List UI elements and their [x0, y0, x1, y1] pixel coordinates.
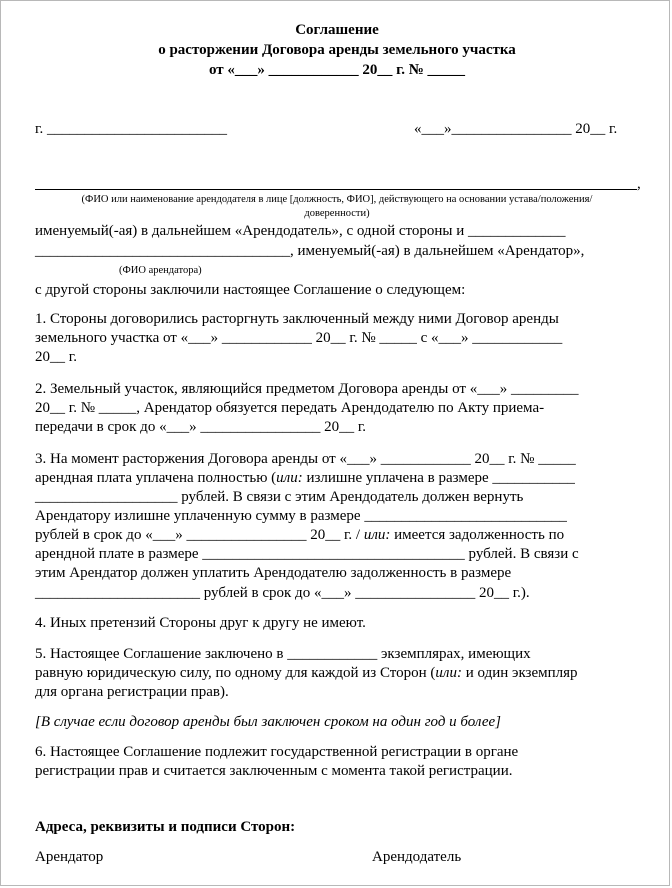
clause-6-line-2: регистрации прав и считается заключенным с момента такой регистрации.	[35, 763, 513, 779]
clause-2-line-3: передачи в срок до «___» ________________ 20__ г.	[35, 419, 367, 435]
city-field: г. ________________________	[35, 121, 227, 137]
title-line-1: Соглашение	[295, 22, 379, 38]
intro-line-1: именуемый(-ая) в дальнейшем «Арендодатель», с одной стороны и _____________	[35, 223, 566, 239]
date-field: «___»________________ 20__ г.	[414, 121, 618, 137]
title-line-3: от «___» ____________ 20__ г. № _____	[208, 62, 466, 78]
clause-3-line-2-end: излишне уплачена в размере ___________	[302, 470, 575, 486]
document-title	[1, 20, 672, 80]
clause-5-line-2-end: и один экземпляр	[461, 665, 578, 681]
clause-3-line-2-start: арендная плата уплачена полностью (	[35, 470, 277, 486]
clause-3-line-4: Арендатору излишне уплаченную сумму в размере ___________________________	[35, 508, 567, 524]
clause-2-line-2: 20__ г. № _____, Арендатор обязуется передать Арендодателю по Акту приема-	[35, 400, 545, 416]
clause-5-or: или:	[435, 665, 462, 681]
landlord-name-line	[35, 189, 637, 190]
clause-5-line-1: 5. Настоящее Соглашение заключено в ____________ экземплярах, имеющих	[35, 646, 531, 662]
clause-1-line-3: 20__ г.	[35, 349, 77, 365]
tenant-name-hint: (ФИО арендатора)	[119, 265, 202, 276]
landlord-hint-line-1: (ФИО или наименование арендодателя в лице [должность, ФИО], действующего на основании устава/положения/	[81, 194, 593, 205]
condition-note: [В случае если договор аренды был заключен сроком на один год и более]	[35, 714, 501, 730]
title-line-2: о расторжении Договора аренды земельного участка	[158, 42, 516, 58]
clause-3-line-6: арендной плате в размере ___________________________________ рублей. В связи с	[35, 546, 579, 562]
clause-5-line-2-start: равную юридическую силу, по одному для каждой из Сторон (	[35, 665, 436, 681]
signatures-heading: Адреса, реквизиты и подписи Сторон:	[35, 819, 296, 835]
clause-3-or-2: или:	[363, 527, 391, 543]
clause-3-line-7: этим Арендатор должен уплатить Арендодателю задолженность в размере	[35, 565, 512, 581]
clause-6-line-1: 6. Настоящее Соглашение подлежит государственной регистрации в органе	[35, 744, 519, 760]
clause-3-line-2	[35, 468, 575, 488]
clause-3-line-8: ______________________ рублей в срок до «___» ________________ 20__ г.).	[35, 585, 530, 601]
clause-3-or-1: или:	[276, 470, 303, 486]
landlord-name-hint	[35, 193, 639, 221]
intro-line-2: __________________________________, именуемый(-ая) в дальнейшем «Арендатор»,	[35, 243, 585, 259]
clause-3-line-3: ___________________ рублей. В связи с этим Арендодатель должен вернуть	[35, 489, 524, 505]
clause-3-line-5-start: рублей в срок до «___» ________________ 20__ г. /	[35, 527, 364, 543]
clause-1-line-2: земельного участка от «___» ____________ 20__ г. № _____ с «___» ____________	[35, 330, 563, 346]
landlord-line-comma: ,	[637, 176, 641, 192]
signature-landlord-label: Арендодатель	[372, 849, 462, 865]
clause-3-line-5	[35, 525, 564, 545]
clause-4: 4. Иных претензий Стороны друг к другу не имеют.	[35, 615, 366, 631]
clause-3-line-5-end: имеется задолженность по	[390, 527, 565, 543]
intro-line-3: с другой стороны заключили настоящее Соглашение о следующем:	[35, 282, 466, 298]
clause-5-line-2	[35, 663, 578, 683]
clause-5-line-3: для органа регистрации прав).	[35, 684, 229, 700]
clause-1-line-1: 1. Стороны договорились расторгнуть заключенный между ними Договор аренды	[35, 311, 559, 327]
landlord-hint-line-2: доверенности)	[304, 208, 370, 219]
clause-2-line-1: 2. Земельный участок, являющийся предметом Договора аренды от «___» _________	[35, 381, 579, 397]
signature-tenant-label: Арендатор	[35, 849, 104, 865]
clause-3-line-1: 3. На момент расторжения Договора аренды от «___» ____________ 20__ г. № _____	[35, 451, 576, 467]
